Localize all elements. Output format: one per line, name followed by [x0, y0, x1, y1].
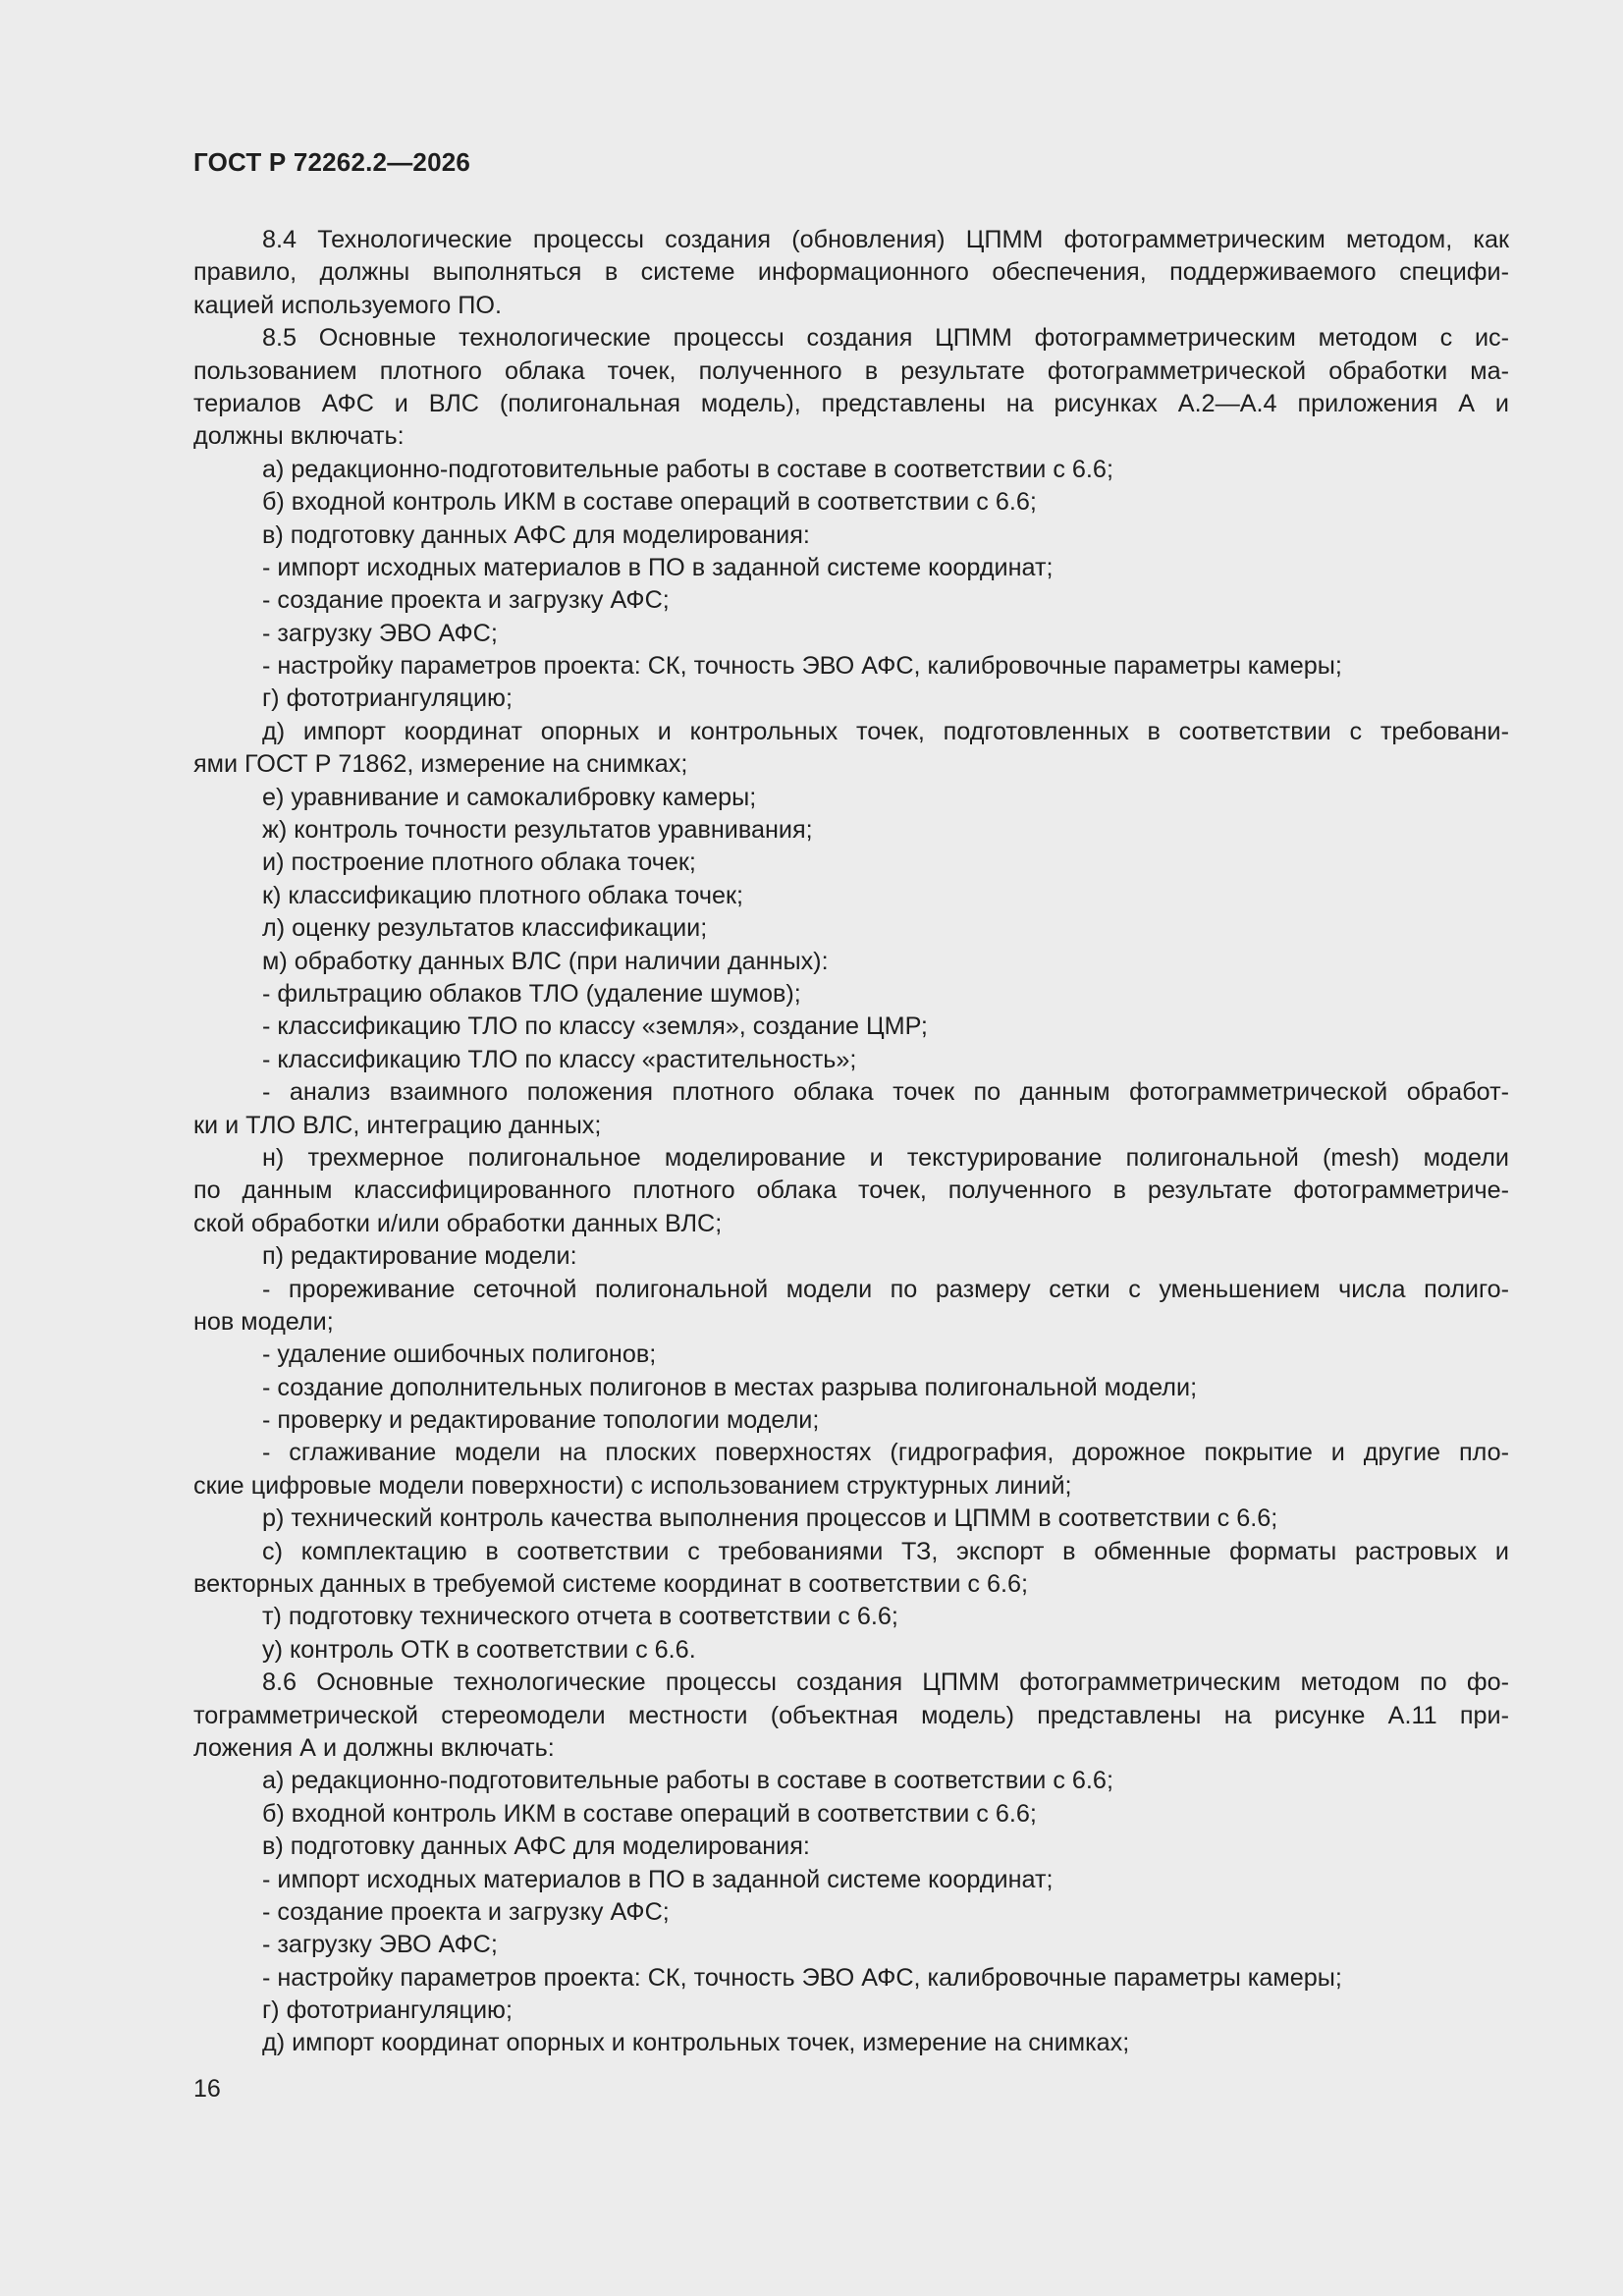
text-line: н) трехмерное полигональное моделирование и текстурирование полигональной (mesh) модели [262, 1143, 1509, 1172]
text-line: 8.4 Технологические процессы создания (обновления) ЦПММ фотограмметрическим методом, как [262, 226, 1509, 253]
text-line: - импорт исходных материалов в ПО в заданной системе координат; [262, 553, 1054, 581]
text-line: кацией используемого ПО. [193, 291, 502, 319]
text-line: правило, должны выполняться в системе информационного обеспечения, поддерживаемого специфи- [193, 258, 1509, 287]
text-line: - настройку параметров проекта: СК, точность ЭВО АФС, калибровочные параметры камеры; [262, 652, 1342, 681]
text-line: - классификацию ТЛО по классу «земля», создание ЦМР; [262, 1012, 928, 1041]
text-line: - классификацию ТЛО по классу «растительность»; [262, 1045, 857, 1073]
text-line: д) импорт координат опорных и контрольных точек, подготовленных в соответствии с требовани- [262, 717, 1509, 745]
text-line: т) подготовку технического отчета в соответствии с 6.6; [262, 1603, 898, 1631]
text-line: по данным классифицированного плотного облака точек, полученного в результате фотограмметриче- [193, 1176, 1509, 1205]
text-line: м) обработку данных ВЛС (при наличии данных): [262, 947, 829, 975]
text-line: - импорт исходных материалов в ПО в заданной системе координат; [262, 1865, 1054, 1893]
text-line: п) редактирование модели: [262, 1242, 577, 1271]
text-line: - загрузку ЭВО АФС; [262, 619, 498, 647]
text-line: л) оценку результатов классификации; [262, 914, 708, 943]
text-line: 8.6 Основные технологические процессы создания ЦПММ фотограмметрическим методом по фо- [262, 1668, 1509, 1697]
text-line: у) контроль ОТК в соответствии с 6.6. [262, 1635, 696, 1664]
document-body [193, 224, 1509, 2060]
text-line: - загрузку ЭВО АФС; [262, 1931, 498, 1959]
text-line: - фильтрацию облаков ТЛО (удаление шумов); [262, 979, 801, 1008]
text-line: - прореживание сеточной полигональной модели по размеру сетки с уменьшением числа полиго- [262, 1275, 1509, 1303]
text-line: должны включать: [193, 422, 405, 451]
text-line: с) комплектацию в соответствии с требованиями ТЗ, экспорт в обменные форматы растровых и [262, 1537, 1509, 1565]
text-line: в) подготовку данных АФС для моделирования: [262, 520, 810, 549]
text-line: г) фототриангуляцию; [262, 1996, 513, 2025]
text-line: нов модели; [193, 1307, 334, 1336]
text-line: - создание проекта и загрузку АФС; [262, 1897, 670, 1926]
text-line: 8.5 Основные технологические процессы создания ЦПММ фотограмметрическим методом с ис- [262, 324, 1509, 353]
text-line: - сглаживание модели на плоских поверхностях (гидрография, дорожное покрытие и другие пло- [262, 1439, 1509, 1467]
text-line: е) уравнивание и самокалибровку камеры; [262, 783, 757, 811]
page-number: 16 [193, 2075, 221, 2103]
text-line: тограмметрической стереомодели местности (объектная модель) представлены на рисунке А.11 при- [193, 1701, 1509, 1729]
text-line: ки и ТЛО ВЛС, интеграцию данных; [193, 1111, 602, 1139]
text-line: ские цифровые модели поверхности) с использованием структурных линий; [193, 1471, 1072, 1500]
text-line: к) классификацию плотного облака точек; [262, 881, 744, 909]
text-line: ской обработки и/или обработки данных ВЛС; [193, 1209, 723, 1237]
text-line: а) редакционно-подготовительные работы в составе в соответствии с 6.6; [262, 1767, 1113, 1795]
text-line: - создание проекта и загрузку АФС; [262, 586, 670, 615]
text-line: - анализ взаимного положения плотного облака точек по данным фотограмметрической обработ- [262, 1078, 1509, 1107]
text-line: и) построение плотного облака точек; [262, 848, 696, 877]
text-line: д) импорт координат опорных и контрольных точек, измерение на снимках; [262, 2029, 1130, 2057]
text-line: б) входной контроль ИКМ в составе операций в соответствии с 6.6; [262, 488, 1037, 517]
text-line: пользованием плотного облака точек, полученного в результате фотограмметрической обработки ма- [193, 356, 1509, 385]
document-header: ГОСТ Р 72262.2—2026 [193, 147, 471, 177]
text-line: р) технический контроль качества выполнения процессов и ЦПММ в соответствии с 6.6; [262, 1504, 1278, 1533]
text-line: - настройку параметров проекта: СК, точность ЭВО АФС, калибровочные параметры камеры; [262, 1963, 1342, 1992]
text-line: ями ГОСТ Р 71862, измерение на снимках; [193, 750, 688, 779]
text-line: - создание дополнительных полигонов в местах разрыва полигональной модели; [262, 1373, 1198, 1401]
text-line: г) фототриангуляцию; [262, 684, 513, 713]
text-line: б) входной контроль ИКМ в составе операций в соответствии с 6.6; [262, 1799, 1037, 1828]
text-line: ж) контроль точности результатов уравнивания; [262, 816, 813, 845]
text-line: а) редакционно-подготовительные работы в составе в соответствии с 6.6; [262, 455, 1113, 483]
text-line: - удаление ошибочных полигонов; [262, 1340, 657, 1369]
text-line: векторных данных в требуемой системе координат в соответствии с 6.6; [193, 1570, 1029, 1599]
text-line: ложения А и должны включать: [193, 1733, 555, 1762]
text-line: - проверку и редактирование топологии модели; [262, 1406, 820, 1435]
text-line: в) подготовку данных АФС для моделирования: [262, 1832, 810, 1861]
text-line: териалов АФС и ВЛС (полигональная модель), представлены на рисунках А.2—А.4 приложения А и [193, 389, 1509, 417]
